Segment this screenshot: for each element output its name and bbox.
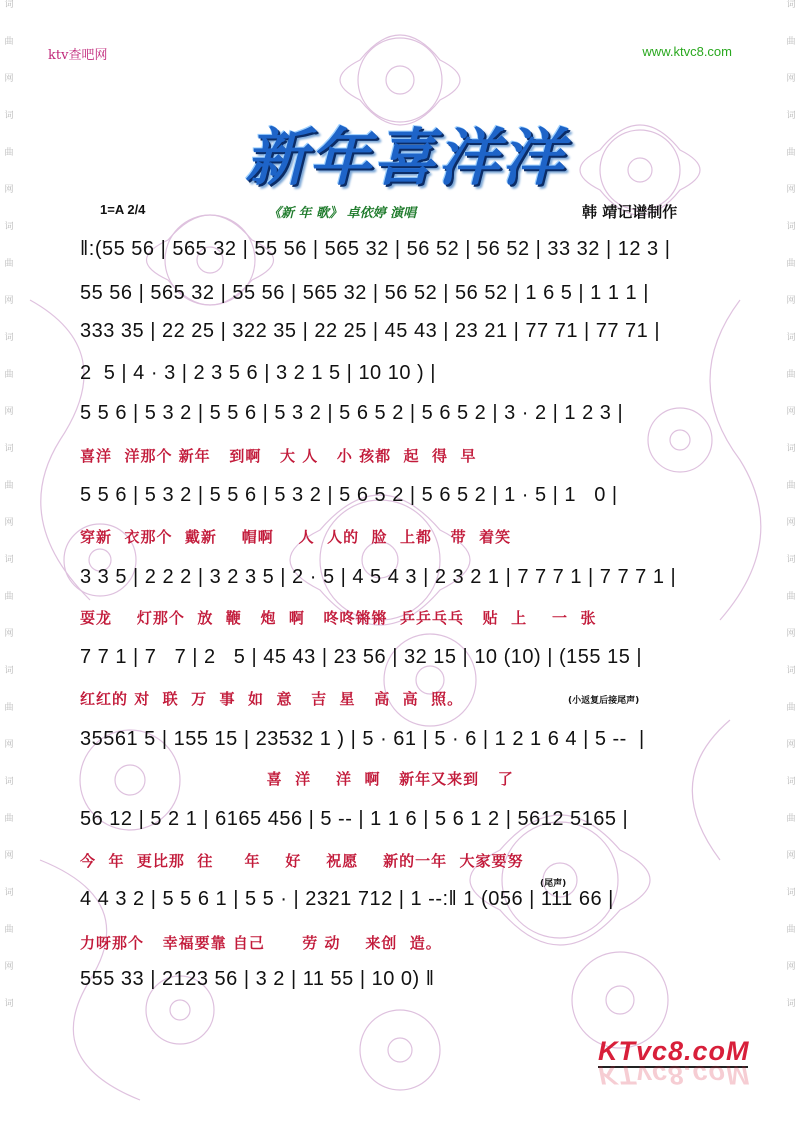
watermark-char: 曲	[786, 592, 796, 602]
logo-text: KTvc8.coM	[598, 1036, 750, 1066]
watermark-char: 词	[786, 555, 796, 565]
notation-line-6: 5 5 6 | 5 3 2 | 5 5 6 | 5 3 2 | 5 6 5 2 | 5 6 5 2 | 1 · 5 | 1 0 |	[80, 484, 618, 506]
watermark-char: 词	[786, 444, 796, 454]
watermark-char: 网	[4, 74, 14, 84]
repeat-annotation: (小返复后接尾声)	[568, 696, 640, 706]
right-watermark-strip	[784, 0, 798, 1130]
watermark-char: 词	[4, 222, 14, 232]
watermark-char: 网	[786, 740, 796, 750]
watermark-char: 曲	[4, 814, 14, 824]
watermark-char: 词	[4, 888, 14, 898]
watermark-char: 词	[786, 777, 796, 787]
notation-line-10: 56 12 | 5 2 1 | 6165 456 | 5 -- | 1 1 6 | 5 6 1 2 | 5612 5165 |	[80, 808, 629, 830]
watermark-char: 词	[786, 0, 796, 10]
watermark-char: 曲	[786, 148, 796, 158]
watermark-char: 曲	[786, 814, 796, 824]
coda-annotation: (尾声)	[540, 879, 567, 889]
watermark-char: 词	[786, 999, 796, 1009]
watermark-char: 曲	[786, 925, 796, 935]
watermark-char: 词	[4, 666, 14, 676]
logo-reflection: KTvc8.coM	[598, 1060, 750, 1090]
watermark-char: 网	[4, 740, 14, 750]
ktvc8-logo	[598, 1036, 748, 1096]
watermark-char: 曲	[786, 37, 796, 47]
watermark-char: 网	[786, 74, 796, 84]
watermark-char: 曲	[786, 481, 796, 491]
watermark-char: 词	[4, 555, 14, 565]
watermark-char: 网	[4, 962, 14, 972]
watermark-char: 网	[786, 851, 796, 861]
watermark-char: 词	[4, 777, 14, 787]
lyrics-line-7: 耍龙 灯那个 放 鞭 炮 啊 咚咚锵锵 乒乒乓乓 贴 上 一 张	[80, 609, 597, 627]
watermark-char: 曲	[4, 148, 14, 158]
watermark-char: 网	[786, 407, 796, 417]
watermark-char: 网	[4, 629, 14, 639]
watermark-char: 曲	[4, 925, 14, 935]
lyrics-line-9: 喜 洋 洋 啊 新年又来到 了	[80, 770, 514, 788]
site-url[interactable]: www.ktvc8.com	[642, 44, 732, 59]
notation-line-3: 333 35 | 22 25 | 322 35 | 22 25 | 45 43 | 23 21 | 77 71 | 77 71 |	[80, 320, 661, 342]
watermark-char: 词	[786, 666, 796, 676]
watermark-char: 词	[4, 333, 14, 343]
watermark-char: 词	[786, 222, 796, 232]
watermark-char: 网	[786, 185, 796, 195]
watermark-char: 曲	[4, 703, 14, 713]
watermark-char: 曲	[4, 370, 14, 380]
watermark-char: 词	[786, 888, 796, 898]
watermark-char: 词	[786, 111, 796, 121]
watermark-char: 曲	[4, 592, 14, 602]
watermark-char: 曲	[4, 481, 14, 491]
lyrics-line-11: 力呀那个 幸福要靠 自己 劳 动 来创 造。	[80, 934, 442, 952]
watermark-char: 网	[786, 962, 796, 972]
notation-line-7: 3 3 5 | 2 2 2 | 3 2 3 5 | 2 · 5 | 4 5 4 3 | 2 3 2 1 | 7 7 7 1 | 7 7 7 1 |	[80, 566, 677, 588]
lyrics-line-10: 今 年 更比那 往 年 好 祝愿 新的一年 大家要努	[80, 852, 524, 870]
watermark-char: 网	[786, 629, 796, 639]
watermark-char: 曲	[786, 370, 796, 380]
song-origin: 《新 年 歌》 卓依婷 演唱	[268, 206, 417, 221]
song-meta-row	[0, 200, 800, 224]
lyrics-line-5: 喜洋 洋那个 新年 到啊 大 人 小 孩都 起 得 早	[80, 447, 477, 465]
watermark-char: 词	[786, 333, 796, 343]
watermark-char: 词	[4, 111, 14, 121]
notation-line-4: 2 5 | 4 · 3 | 2 3 5 6 | 3 2 1 5 | 10 10 ) |	[80, 362, 436, 384]
watermark-char: 词	[4, 0, 14, 10]
watermark-char: 网	[4, 407, 14, 417]
watermark-char: 曲	[4, 37, 14, 47]
watermark-char: 曲	[786, 259, 796, 269]
notation-line-5: 5 5 6 | 5 3 2 | 5 5 6 | 5 3 2 | 5 6 5 2 | 5 6 5 2 | 3 · 2 | 1 2 3 |	[80, 402, 624, 424]
watermark-char: 网	[786, 296, 796, 306]
watermark-char: 曲	[4, 259, 14, 269]
key-signature: 1=A 2/4	[100, 202, 146, 217]
notation-line-12: 555 33 | 2123 56 | 3 2 | 11 55 | 10 0) ‖	[80, 968, 435, 990]
notation-line-2: 55 56 | 565 32 | 55 56 | 565 32 | 56 52 | 56 52 | 1 6 5 | 1 1 1 |	[80, 282, 649, 304]
watermark-char: 词	[4, 999, 14, 1009]
watermark-char: 词	[4, 444, 14, 454]
watermark-char: 网	[786, 518, 796, 528]
lyrics-line-8: 红红的 对 联 万 事 如 意 吉 星 高 高 照。	[80, 690, 464, 708]
watermark-char: 网	[4, 518, 14, 528]
lyrics-line-6: 穿新 衣那个 戴新 帽啊 人 人的 脸 上都 带 着笑	[80, 528, 512, 546]
song-title: 新年喜洋洋	[244, 121, 565, 194]
watermark-char: 曲	[786, 703, 796, 713]
watermark-char: 网	[4, 296, 14, 306]
notation-line-1: ‖:(55 56 | 565 32 | 55 56 | 565 32 | 56 52 | 56 52 | 33 32 | 12 3 |	[80, 238, 671, 260]
watermark-char: 网	[4, 851, 14, 861]
site-name-chinese: ktv查吧网	[48, 48, 108, 63]
watermark-char: 网	[4, 185, 14, 195]
notation-line-8: 7 7 1 | 7 7 | 2 5 | 45 43 | 23 56 | 32 15 | 10 (10) | (155 15 |	[80, 646, 643, 668]
transcriber-credit: 韩 靖记谱制作	[582, 203, 678, 221]
notation-line-9: 35561 5 | 155 15 | 23532 1 ) | 5 · 61 | 5 · 6 | 1 2 1 6 4 | 5 -- |	[80, 728, 645, 750]
left-watermark-strip	[2, 0, 16, 1130]
notation-line-11: 4 4 3 2 | 5 5 6 1 | 5 5 · | 2321 712 | 1 --:‖ 1 (056 | 111 66 |	[80, 888, 614, 910]
